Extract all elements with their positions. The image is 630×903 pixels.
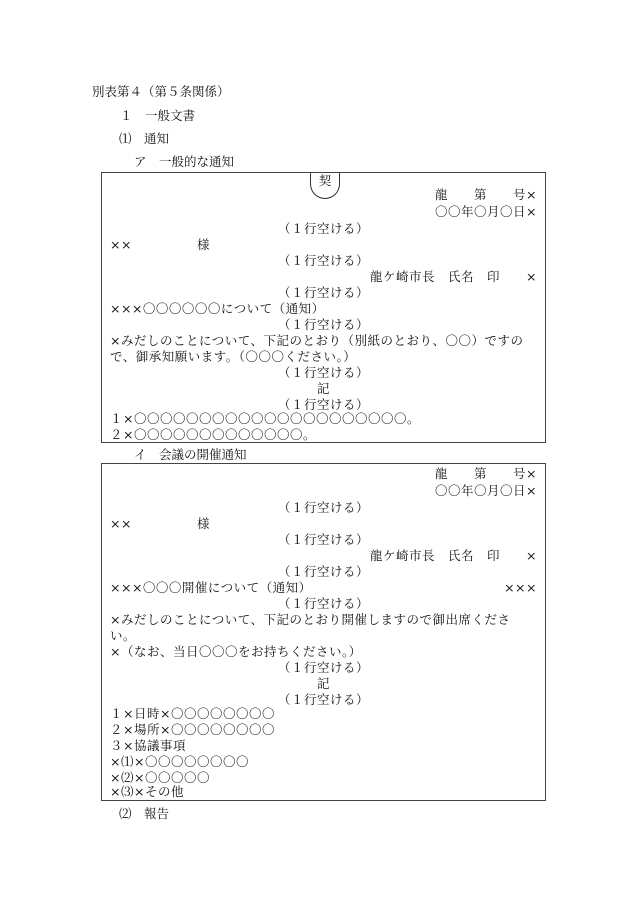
meeting-notice-form bbox=[101, 463, 546, 801]
sub-list-item: ×⑶×その他 bbox=[110, 784, 184, 799]
addressee: ×× 様 bbox=[110, 516, 210, 531]
body-text: で、御承知願います。（〇〇〇ください。） bbox=[110, 349, 357, 364]
blank-line-note: （１行空ける） bbox=[277, 221, 369, 236]
addressee: ×× 様 bbox=[110, 237, 210, 252]
blank-line-note: （１行空ける） bbox=[277, 532, 369, 547]
blank-line-note: （１行空ける） bbox=[277, 397, 369, 412]
subject-line: ×××〇〇〇開催について（通知） bbox=[110, 580, 312, 595]
document-number: 龍 第 号× bbox=[435, 187, 537, 202]
sub-list-item: ×⑴×〇〇〇〇〇〇〇〇 bbox=[110, 754, 249, 769]
body-text: ×（なお、当日〇〇〇をお持ちください。） bbox=[110, 644, 362, 659]
blank-line-note: （１行空ける） bbox=[277, 660, 369, 675]
blank-line-note: （１行空ける） bbox=[277, 285, 369, 300]
subsubsection-general-notice: ア 一般的な通知 bbox=[134, 154, 235, 169]
sub-list-item: ×⑵×〇〇〇〇〇 bbox=[110, 770, 210, 785]
list-item: ２×場所×〇〇〇〇〇〇〇〇 bbox=[110, 722, 275, 737]
ki-marker: 記 bbox=[316, 676, 330, 691]
blank-line-note: （１行空ける） bbox=[277, 500, 369, 515]
document-date: 〇〇年〇月〇日× bbox=[435, 204, 537, 219]
document-date: 〇〇年〇月〇日× bbox=[435, 483, 537, 498]
list-item: ３×協議事項 bbox=[110, 738, 186, 753]
subsubsection-meeting-notice: イ 会議の開催通知 bbox=[134, 447, 247, 462]
body-text: い。 bbox=[110, 628, 137, 643]
blank-line-note: （１行空ける） bbox=[277, 596, 369, 611]
sender: 龍ケ崎市長 氏名 印 × bbox=[370, 269, 537, 284]
general-notice-form bbox=[101, 172, 546, 443]
blank-line-note: （１行空ける） bbox=[277, 564, 369, 579]
appendix-heading: 別表第４（第５条関係） bbox=[92, 84, 230, 99]
section-general-documents: １ 一般文書 bbox=[120, 108, 196, 123]
subsection-report: ⑵ 報告 bbox=[119, 806, 170, 821]
list-item: １×〇〇〇〇〇〇〇〇〇〇〇〇〇〇〇〇〇〇〇〇〇。 bbox=[110, 411, 420, 426]
blank-line-note: （１行空ける） bbox=[277, 317, 369, 332]
contract-stamp-mark: 契 bbox=[310, 172, 340, 199]
subject-line-tail: ××× bbox=[504, 580, 537, 595]
subject-line: ×××〇〇〇〇〇〇について（通知） bbox=[110, 301, 325, 316]
blank-line-note: （１行空ける） bbox=[277, 692, 369, 707]
subsection-notice: ⑴ 通知 bbox=[119, 131, 170, 146]
list-item: ２×〇〇〇〇〇〇〇〇〇〇〇〇〇。 bbox=[110, 427, 316, 442]
body-text: ×みだしのことについて、下記のとおり（別紙のとおり、〇〇）ですの bbox=[110, 333, 524, 348]
ki-marker: 記 bbox=[316, 381, 330, 396]
list-item: １×日時×〇〇〇〇〇〇〇〇 bbox=[110, 706, 275, 721]
document-number: 龍 第 号× bbox=[435, 466, 537, 481]
blank-line-note: （１行空ける） bbox=[277, 253, 369, 268]
body-text: ×みだしのことについて、下記のとおり開催しますので御出席くださ bbox=[110, 612, 511, 627]
blank-line-note: （１行空ける） bbox=[277, 365, 369, 380]
sender: 龍ケ崎市長 氏名 印 × bbox=[370, 548, 537, 563]
